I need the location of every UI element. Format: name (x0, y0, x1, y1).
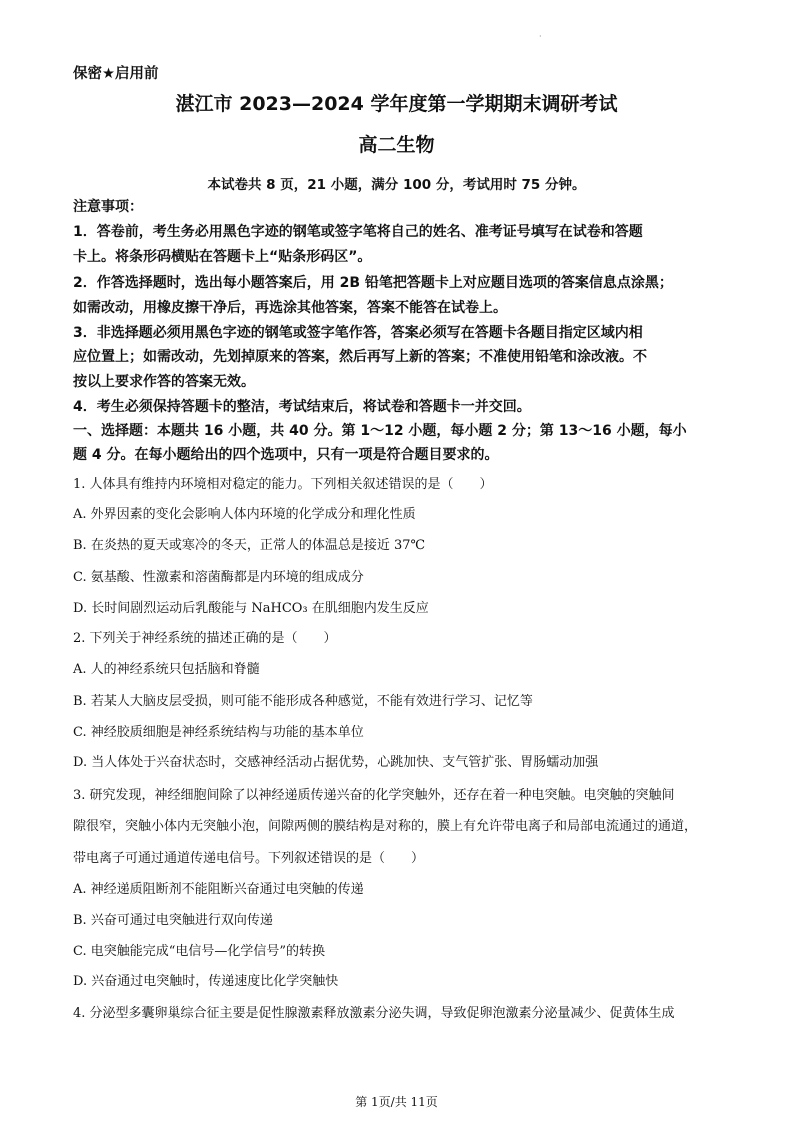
section-heading-cont: 题 4 分。在每小题给出的四个选项中，只有一项是符合题目要求的。 (73, 447, 499, 463)
question-stem-cont: 带电离子可通过通道传递电信号。下列叙述错误的是（ ） (73, 851, 425, 866)
option: C. 电突触能完成“电信号—化学信号”的转换 (73, 944, 326, 959)
option: A. 外界因素的变化会影响人体内环境的化学成分和理化性质 (73, 507, 416, 522)
question-stem-cont: 隙很窄，突触小体内无突触小泡，间隙两侧的膜结构是对称的，膜上有允许带电离子和局部电流通过的通道， (73, 819, 698, 834)
option: D. 当人体处于兴奋状态时，交感神经活动占据优势，心跳加快、支气管扩张、胃肠蠕动加强 (73, 755, 599, 770)
note-line: 卡上。将条形码横贴在答题卡上“贴条形码区”。 (73, 249, 372, 265)
note-line: 如需改动，用橡皮擦干净后，再选涂其他答案，答案不能答在试卷上。 (73, 300, 507, 316)
subject-title: 高二生物 (358, 134, 435, 156)
note-line: 1．答卷前，考生务必用黑色字迹的钢笔或签字笔将自己的姓名、准考证号填写在试卷和答题 (73, 224, 643, 240)
note-line: 4．考生必须保持答题卡的整洁，考试结束后，将试卷和答题卡一并交回。 (73, 399, 531, 415)
option: D. 兴奋通过电突触时，传递速度比化学突触快 (73, 974, 339, 989)
note-line: 按以上要求作答的答案无效。 (73, 374, 255, 390)
question-stem: 4. 分泌型多囊卵巢综合征主要是促性腺激素释放激素分泌失调，导致促卵泡激素分泌量减少、促黄体生成 (73, 1006, 675, 1021)
note-line: 应位置上；如需改动，先划掉原来的答案，然后再写上新的答案；不准使用铅笔和涂改液。不 (73, 349, 647, 365)
page-number: 第 1页/共 11页 (355, 1095, 438, 1109)
question-stem: 3. 研究发现，神经细胞间除了以神经递质传递兴奋的化学突触外，还存在着一种电突触。电突触的突触间 (73, 788, 675, 803)
note-line: 2．作答选择题时，选出每小题答案后，用 2B 铅笔把答题卡上对应题目选项的答案信息点涂黑； (73, 275, 673, 291)
exam-title: 湛江市 2023—2024 学年度第一学期期末调研考试 (175, 93, 618, 115)
option: B. 在炎热的夏天或寒冷的冬天，正常人的体温总是接近 37℃ (73, 538, 426, 553)
option: C. 氨基酸、性激素和溶菌酶都是内环境的组成成分 (73, 570, 364, 585)
option: A. 人的神经系统只包括脑和脊髓 (73, 662, 260, 677)
note-line: 3．非选择题必须用黑色字迹的钢笔或签字笔作答，答案必须写在答题卡各题目指定区域内相 (73, 325, 643, 341)
secret-label: 保密★启用前 (73, 66, 159, 82)
section-heading: 一、选择题：本题共 16 小题，共 40 分。第 1～12 小题，每小题 2 分；第 13～16 小题，每小 (73, 423, 687, 439)
option: C. 神经胶质细胞是神经系统结构与功能的基本单位 (73, 725, 364, 740)
option: B. 兴奋可通过电突触进行双向传递 (73, 913, 273, 928)
option: B. 若某人大脑皮层受损，则可能不能形成各种感觉，不能有效进行学习、记忆等 (73, 694, 533, 709)
question-stem: 1. 人体具有维持内环境相对稳定的能力。下列相关叙述错误的是（ ） (73, 477, 493, 492)
notes-heading: 注意事项： (73, 199, 143, 215)
option: D. 长时间剧烈运动后乳酸能与 NaHCO₃ 在肌细胞内发生反应 (73, 601, 429, 616)
exam-info: 本试卷共 8 页，21 小题，满分 100 分，考试用时 75 分钟。 (207, 177, 586, 193)
scan-dot: · (539, 32, 542, 41)
question-stem: 2. 下列关于神经系统的描述正确的是（ ） (73, 631, 337, 646)
option: A. 神经递质阻断剂不能阻断兴奋通过电突触的传递 (73, 882, 364, 897)
